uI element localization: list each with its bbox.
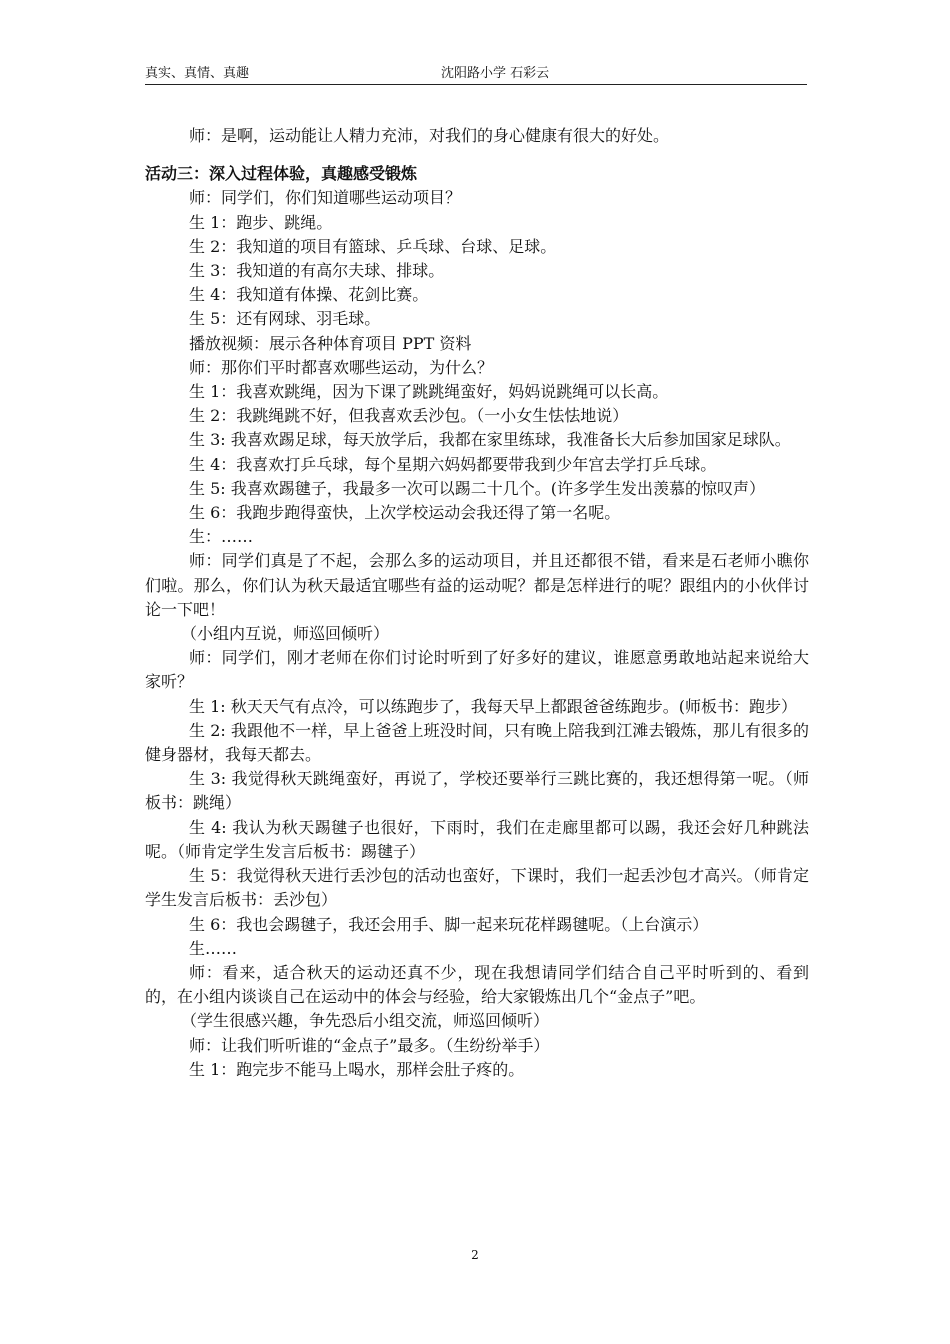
- header-motto: 真实、真情、真趣: [145, 66, 250, 81]
- dialogue-paragraph: 师：那你们平时都喜欢哪些运动，为什么？: [189, 357, 494, 377]
- dialogue-paragraph: 生 2: 我跟他不一样，早上爸爸上班没时间，只有晚上陪我到江滩去锻炼，那儿有很多的健身器材，我每天都去。: [145, 720, 809, 765]
- dialogue-paragraph: 生 4：我知道有体操、花剑比赛。: [189, 285, 429, 305]
- dialogue-paragraph: 师：看来，适合秋天的运动还真不少，现在我想请同学们结合自己平时听到的、看到的，在小组内谈谈自己在运动中的体会与经验，给大家锻炼出几个“金点子”吧。: [145, 962, 809, 1007]
- dialogue-paragraph: 生 5: 我喜欢踢毽子，我最多一次可以踢二十几个。(许多学生发出羡慕的惊叹声）: [189, 478, 765, 498]
- dialogue-paragraph: 师：是啊，运动能让人精力充沛，对我们的身心健康有很大的好处。: [189, 126, 670, 145]
- dialogue-paragraph: 生 4：我喜欢打乒乓球，每个星期六妈妈都要带我到少年宫去学打乒乓球。: [189, 454, 717, 474]
- dialogue-paragraph: 师：同学们，你们知道哪些运动项目？: [189, 188, 462, 208]
- dialogue-paragraph: 播放视频：展示各种体育项目 PPT 资料: [189, 333, 472, 353]
- page-number: 2: [471, 1248, 479, 1262]
- dialogue-paragraph: 师：同学们真是了不起，会那么多的运动项目，并且还都很不错，看来是石老师小瞧你们啦。那么，你们认为秋天最适宜哪些有益的运动呢？都是怎样进行的呢？跟组内的小伙伴讨论一下吧！: [145, 551, 809, 619]
- dialogue-paragraph: 生：……: [189, 527, 254, 547]
- dialogue-paragraph: 生 3: 我喜欢踢足球，每天放学后，我都在家里练球，我准备长大后参加国家足球队。: [189, 430, 791, 450]
- document-body: [145, 124, 809, 1082]
- dialogue-paragraph: 生 3：我知道的有高尔夫球、排球。: [189, 261, 445, 281]
- dialogue-paragraph: （小组内互说，师巡回倾听）: [181, 624, 390, 644]
- dialogue-paragraph: 生 4: 我认为秋天踢毽子也很好，下雨时，我们在走廊里都可以踢，我还会好几种跳法呢。（师肯定学生发言后板书：踢毽子）: [145, 817, 809, 861]
- dialogue-paragraph: 师：同学们，刚才老师在你们讨论时听到了好多好的建议，谁愿意勇敢地站起来说给大家听？: [145, 648, 809, 692]
- dialogue-paragraph: 生 6：我也会踢毽子，我还会用手、脚一起来玩花样踢毽呢。（上台演示）: [189, 914, 709, 934]
- dialogue-paragraph: 生 5：我觉得秋天进行丢沙包的活动也蛮好，下课时，我们一起丢沙包才高兴。（师肯定学生发言后板书：丢沙包）: [145, 866, 809, 910]
- dialogue-paragraph: 生 1：跑步、跳绳。: [189, 212, 333, 232]
- header-author: 沈阳路小学 石彩云: [441, 66, 550, 81]
- dialogue-paragraph: 生 3: 我觉得秋天跳绳蛮好，再说了，学校还要举行三跳比赛的，我还想得第一呢。（师板书：跳绳）: [145, 769, 809, 813]
- dialogue-paragraph: 生 5：还有网球、羽毛球。: [189, 309, 381, 329]
- dialogue-paragraph: 生 1：跑完步不能马上喝水，那样会肚子疼的。: [189, 1059, 525, 1079]
- dialogue-paragraph: 生 2：我跳绳跳不好，但我喜欢丢沙包。（一小女生怯怯地说）: [189, 406, 629, 426]
- dialogue-paragraph: 生 6：我跑步跑得蛮快，上次学校运动会我还得了第一名呢。: [189, 503, 621, 523]
- dialogue-paragraph: 师：让我们听听谁的“金点子”最多。（生纷纷举手）: [189, 1035, 550, 1055]
- dialogue-paragraph: 生 2：我知道的项目有篮球、乒乓球、台球、足球。: [189, 236, 557, 256]
- section-heading: 活动三：深入过程体验，真趣感受锻炼: [145, 164, 418, 184]
- dialogue-paragraph: 生 1: 秋天天气有点冷，可以练跑步了，我每天早上都跟爸爸练跑步。(师板书：跑步）: [189, 696, 797, 716]
- dialogue-paragraph: 生……: [189, 938, 238, 958]
- dialogue-paragraph: 生 1：我喜欢跳绳，因为下课了跳跳绳蛮好，妈妈说跳绳可以长高。: [189, 382, 669, 402]
- paragraph-gap: [145, 148, 809, 162]
- page-header: [145, 66, 807, 85]
- dialogue-paragraph: （学生很感兴趣，争先恐后小组交流，师巡回倾听）: [181, 1011, 550, 1031]
